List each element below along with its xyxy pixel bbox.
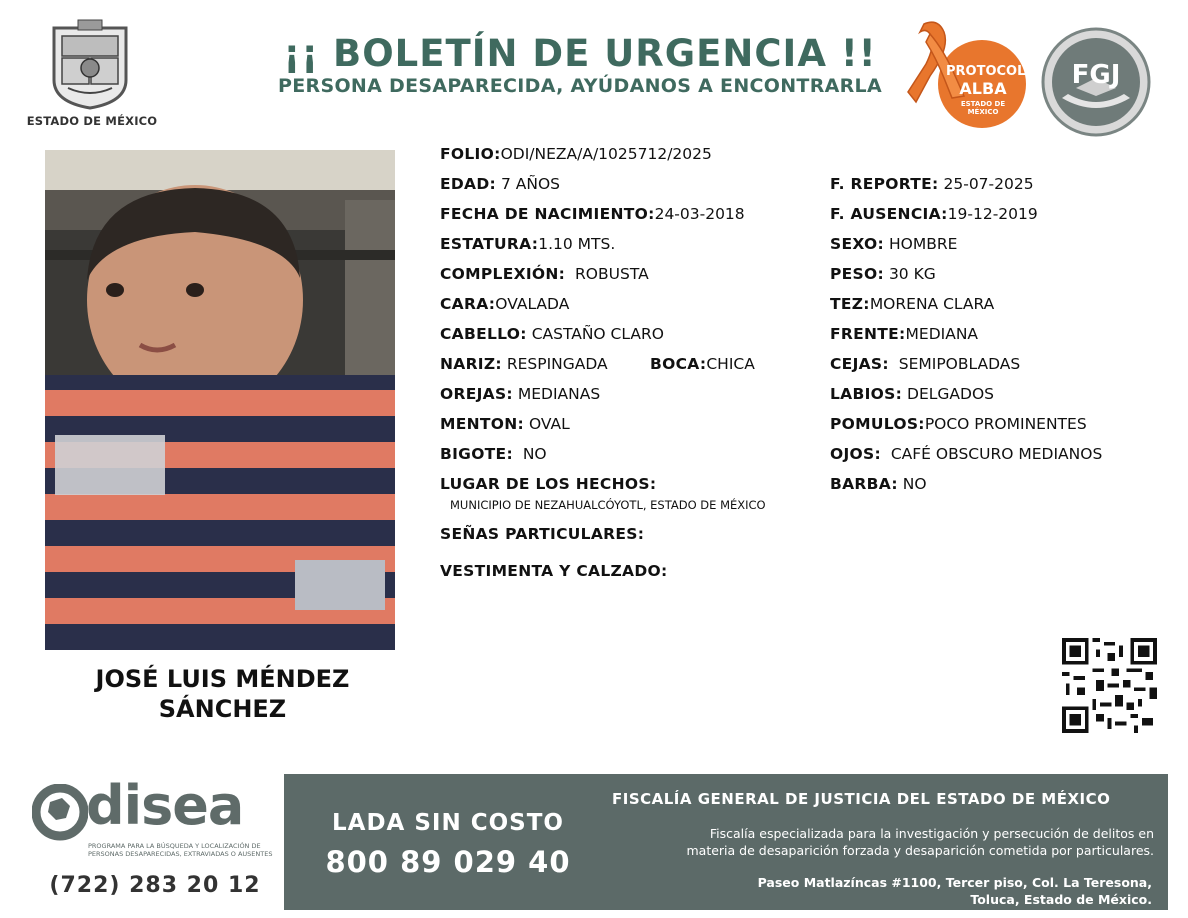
bulletin-title: ¡¡ BOLETÍN DE URGENCIA !! bbox=[283, 32, 877, 75]
field-barba bbox=[830, 474, 927, 494]
cabello-label: CABELLO: bbox=[440, 325, 527, 343]
person-name-line2: SÁNCHEZ bbox=[158, 695, 287, 723]
barba-value: NO bbox=[902, 475, 927, 493]
field-frente bbox=[830, 324, 978, 344]
nariz-value: RESPINGADA bbox=[506, 355, 608, 373]
qr-code[interactable] bbox=[1062, 638, 1157, 733]
field-f-reporte bbox=[830, 174, 1034, 194]
field-estatura bbox=[440, 234, 615, 254]
estado-de-mexico-coat-of-arms-logo bbox=[48, 18, 132, 110]
field-cabello bbox=[440, 324, 664, 344]
lada-phone-number[interactable]: 800 89 029 40 bbox=[325, 845, 571, 879]
f-reporte-label: F. REPORTE: bbox=[830, 175, 939, 193]
orejas-value: MEDIANAS bbox=[517, 385, 601, 403]
estatura-value: 1.10 MTS. bbox=[538, 235, 616, 253]
edad-value: 7 AÑOS bbox=[500, 175, 560, 193]
field-menton bbox=[440, 414, 570, 434]
senas-label: SEÑAS PARTICULARES: bbox=[440, 525, 645, 543]
complexion-label: COMPLEXIÓN: bbox=[440, 265, 566, 283]
fgj-logo-text: FGJ bbox=[1071, 60, 1121, 90]
boca-value: CHICA bbox=[706, 355, 755, 373]
fgje-address-line1: Paseo Matlazíncas #1100, Tercer piso, Col. La Teresona, bbox=[757, 875, 1152, 890]
field-labios bbox=[830, 384, 994, 404]
cejas-label: CEJAS: bbox=[830, 355, 889, 373]
f-ausencia-value: 19-12-2019 bbox=[947, 205, 1038, 223]
f-reporte-value: 25-07-2025 bbox=[943, 175, 1034, 193]
labios-value: DELGADOS bbox=[907, 385, 994, 403]
cabello-value: CASTAÑO CLARO bbox=[531, 325, 664, 343]
labios-label: LABIOS: bbox=[830, 385, 903, 403]
field-edad bbox=[440, 174, 560, 194]
odisea-logo bbox=[32, 774, 273, 864]
orejas-label: OREJAS: bbox=[440, 385, 513, 403]
missing-person-photo bbox=[45, 150, 395, 650]
field-lugar bbox=[440, 474, 656, 494]
pomulos-label: POMULOS: bbox=[830, 415, 925, 433]
cara-label: CARA: bbox=[440, 295, 496, 313]
bigote-label: BIGOTE: bbox=[440, 445, 513, 463]
fgj-seal-logo bbox=[1040, 26, 1152, 138]
field-boca bbox=[650, 354, 755, 374]
field-complexion bbox=[440, 264, 649, 284]
peso-value: 30 KG bbox=[888, 265, 936, 283]
fgje-address-line2: Toluca, Estado de México. bbox=[970, 892, 1152, 907]
fgje-address bbox=[606, 874, 1152, 908]
folio-label: FOLIO: bbox=[440, 145, 501, 163]
field-ojos bbox=[830, 444, 1102, 464]
alba-line3: ESTADO DE MÉXICO bbox=[960, 100, 1006, 116]
field-pomulos bbox=[830, 414, 1087, 434]
estatura-label: ESTATURA: bbox=[440, 235, 539, 253]
menton-value: OVAL bbox=[528, 415, 570, 433]
field-peso bbox=[830, 264, 936, 284]
bigote-value: NO bbox=[522, 445, 547, 463]
nacimiento-label: FECHA DE NACIMIENTO: bbox=[440, 205, 655, 223]
menton-label: MENTON: bbox=[440, 415, 525, 433]
folio-value: ODI/NEZA/A/1025712/2025 bbox=[500, 145, 712, 163]
pomulos-value: POCO PROMINENTES bbox=[924, 415, 1087, 433]
lugar-value: MUNICIPIO DE NEZAHUALCÓYOTL, ESTADO DE MÉXICO bbox=[450, 498, 766, 512]
lada-sin-costo-label: LADA SIN COSTO bbox=[332, 810, 564, 836]
cara-value: OVALADA bbox=[495, 295, 570, 313]
lugar-label: LUGAR DE LOS HECHOS: bbox=[440, 475, 657, 493]
ojos-value: CAFÉ OBSCURO MEDIANOS bbox=[890, 445, 1103, 463]
field-nariz bbox=[440, 354, 608, 374]
field-tez bbox=[830, 294, 994, 314]
odisea-description: PROGRAMA PARA LA BÚSQUEDA Y LOCALIZACIÓN DE PERSONAS DESAPARECIDAS, EXTRAVIADAS O AUSENTES bbox=[88, 842, 273, 858]
ojos-label: OJOS: bbox=[830, 445, 881, 463]
field-vestimenta bbox=[440, 561, 667, 581]
peso-label: PESO: bbox=[830, 265, 884, 283]
fgje-description-line2: materia de desaparición forzada y desaparición cometida por particulares. bbox=[686, 843, 1154, 858]
state-label: ESTADO DE MÉXICO bbox=[26, 114, 158, 128]
field-bigote bbox=[440, 444, 547, 464]
person-name bbox=[60, 664, 385, 724]
vestimenta-label: VESTIMENTA Y CALZADO: bbox=[440, 562, 668, 580]
field-f-ausencia bbox=[830, 204, 1038, 224]
frente-value: MEDIANA bbox=[905, 325, 979, 343]
odisea-map-pin-icon bbox=[32, 784, 88, 844]
odisea-phone[interactable]: (722) 283 20 12 bbox=[49, 873, 261, 898]
field-orejas bbox=[440, 384, 600, 404]
field-senas bbox=[440, 524, 644, 544]
sexo-value: HOMBRE bbox=[888, 235, 958, 253]
bulletin-subtitle: PERSONA DESAPARECIDA, AYÚDANOS A ENCONTRARLA bbox=[278, 75, 882, 97]
cejas-value: SEMIPOBLADAS bbox=[898, 355, 1021, 373]
nariz-label: NARIZ: bbox=[440, 355, 502, 373]
complexion-value: ROBUSTA bbox=[575, 265, 649, 283]
nacimiento-value: 24-03-2018 bbox=[654, 205, 745, 223]
tez-value: MORENA CLARA bbox=[869, 295, 995, 313]
field-cara bbox=[440, 294, 569, 314]
tez-label: TEZ: bbox=[830, 295, 870, 313]
fgje-title: FISCALÍA GENERAL DE JUSTICIA DEL ESTADO DE MÉXICO bbox=[612, 790, 1111, 808]
alba-line1: PROTOCOLO bbox=[946, 64, 1036, 79]
field-sexo bbox=[830, 234, 957, 254]
field-folio bbox=[440, 144, 712, 164]
person-name-line1: JOSÉ LUIS MÉNDEZ bbox=[95, 665, 350, 693]
boca-label: BOCA: bbox=[650, 355, 707, 373]
fgje-description bbox=[606, 825, 1154, 859]
sexo-label: SEXO: bbox=[830, 235, 885, 253]
protocolo-alba-logo bbox=[900, 18, 1036, 132]
field-cejas bbox=[830, 354, 1020, 374]
fgje-description-line1: Fiscalía especializada para la investigación y persecución de delitos en bbox=[709, 826, 1154, 841]
field-nacimiento bbox=[440, 204, 745, 224]
edad-label: EDAD: bbox=[440, 175, 497, 193]
frente-label: FRENTE: bbox=[830, 325, 906, 343]
f-ausencia-label: F. AUSENCIA: bbox=[830, 205, 948, 223]
odisea-brand: disea bbox=[86, 774, 244, 837]
alba-line2: ALBA bbox=[959, 79, 1007, 98]
barba-label: BARBA: bbox=[830, 475, 898, 493]
